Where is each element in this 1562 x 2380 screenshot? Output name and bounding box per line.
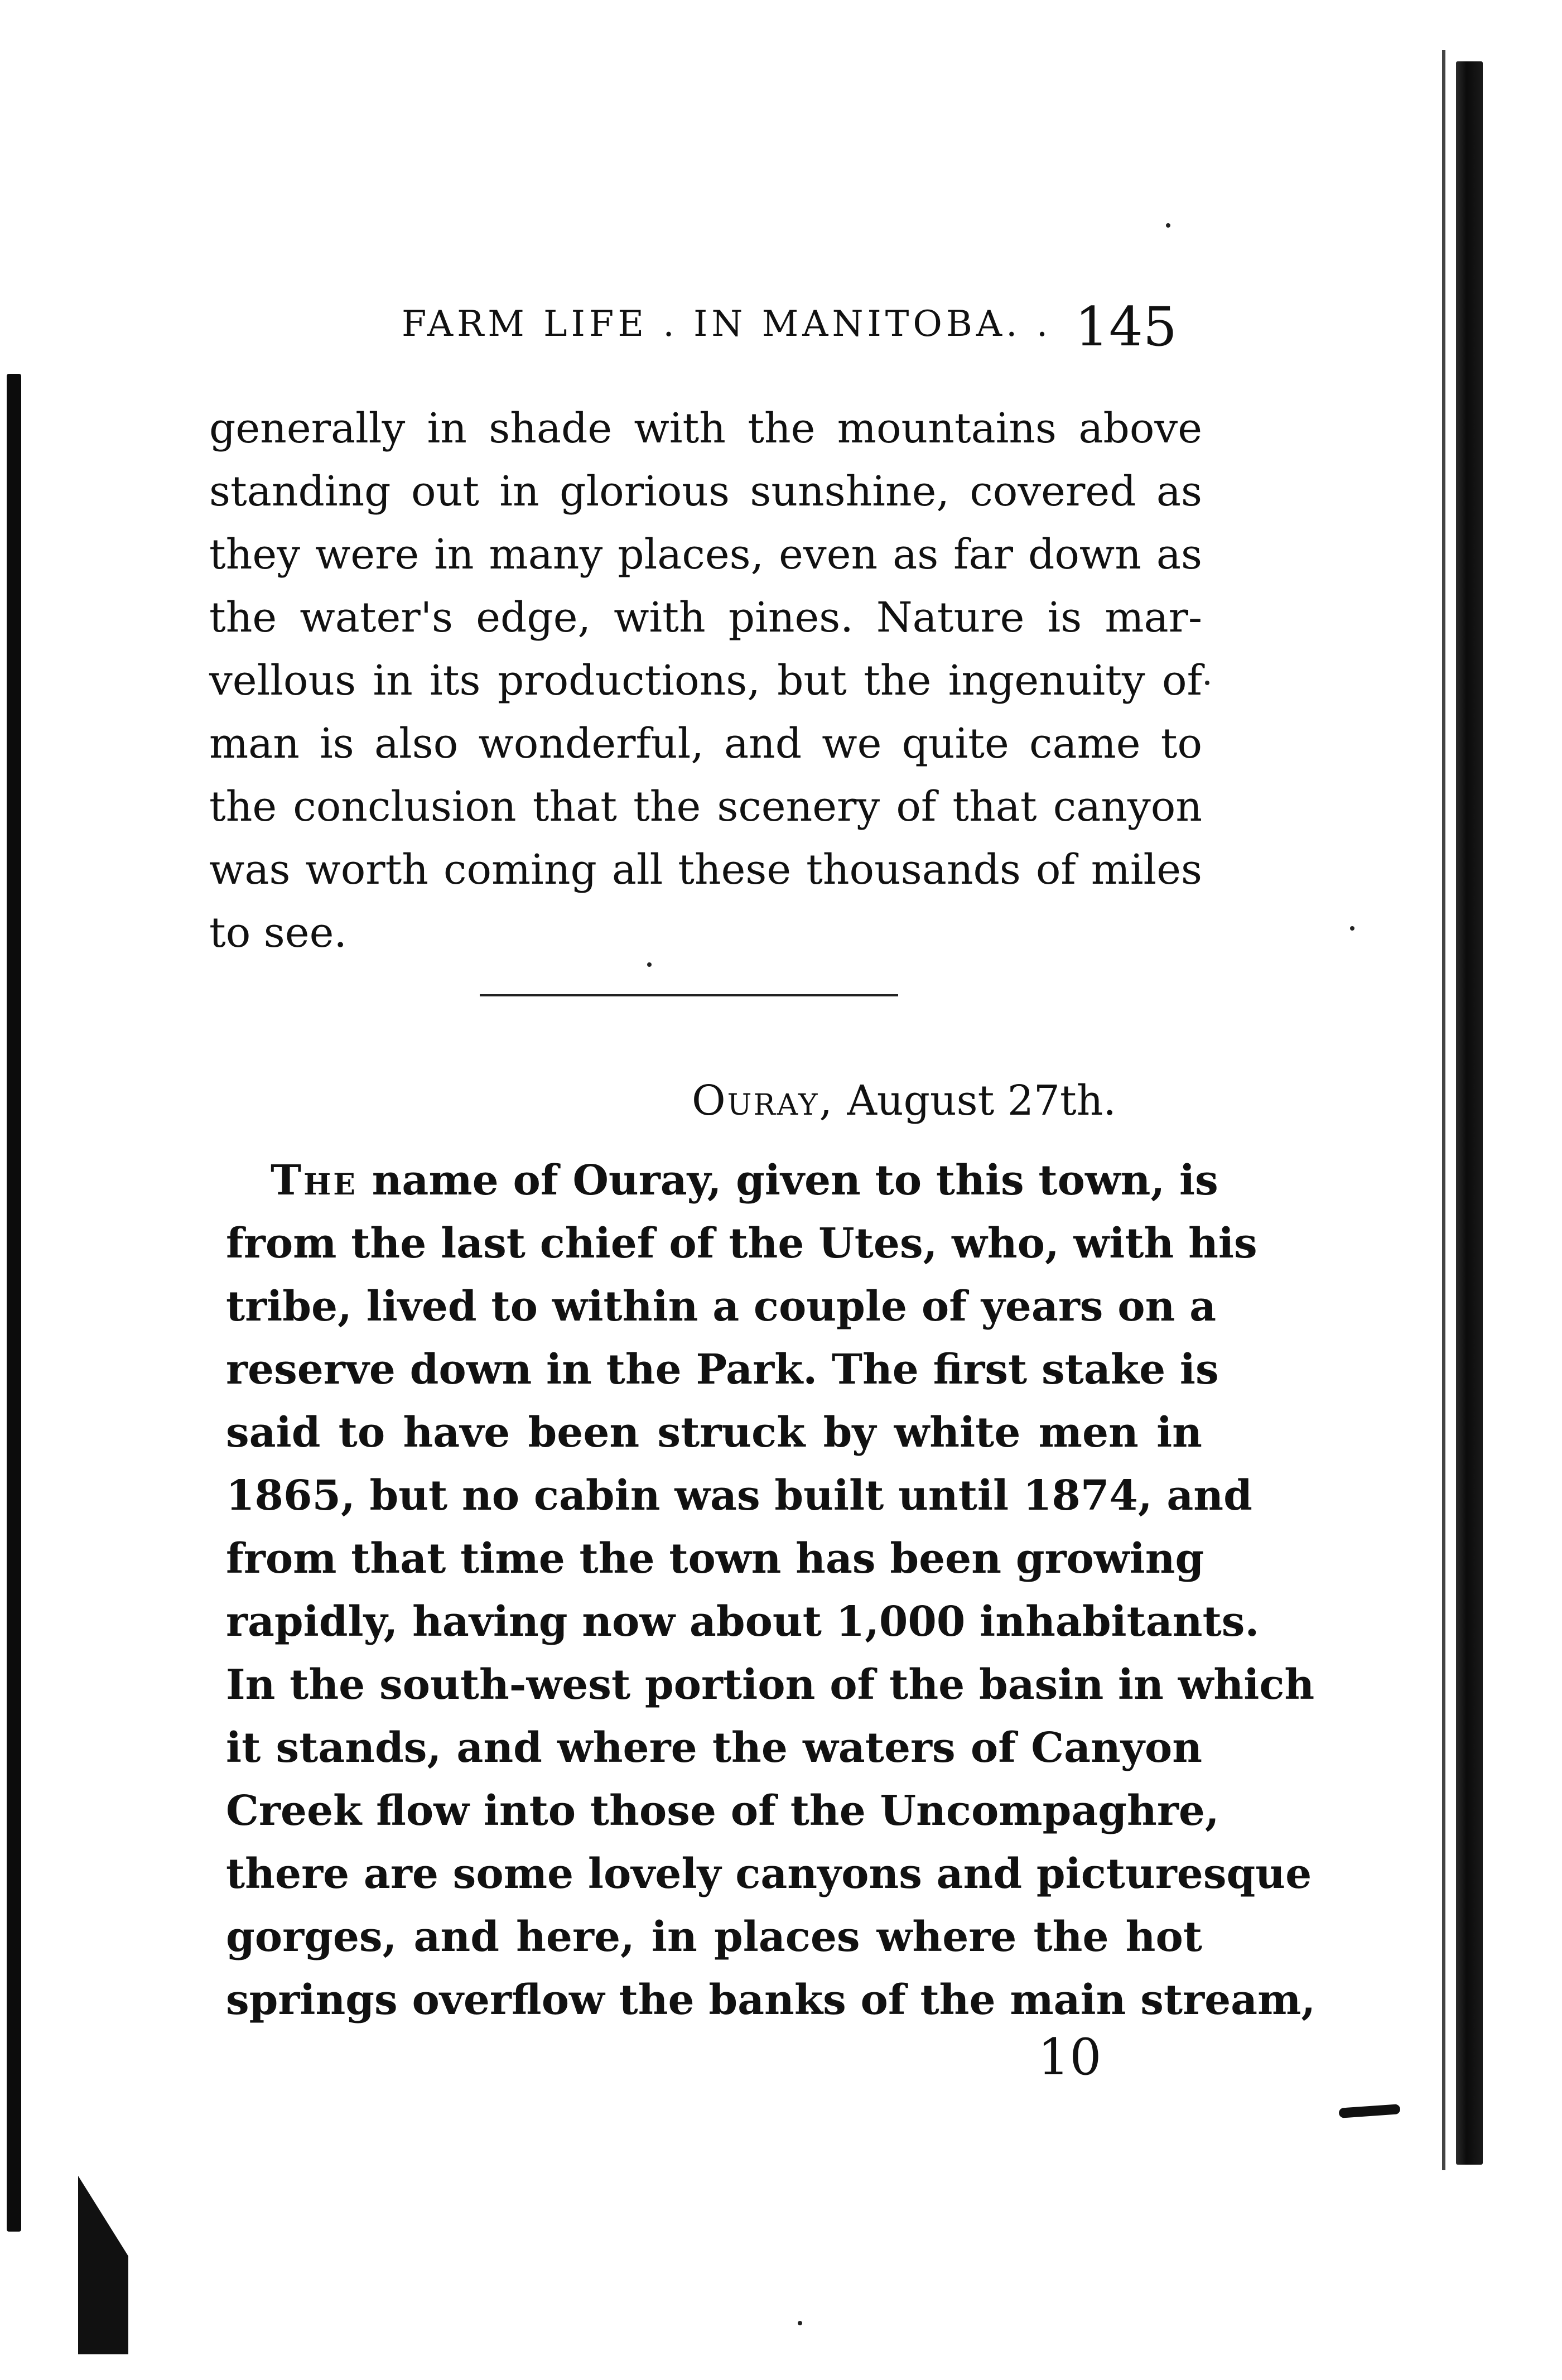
- page-number: 145: [1074, 296, 1177, 358]
- text-line: generally in shade with the mountains above: [209, 404, 1202, 452]
- first-line-rest: name of Ouray, given to this town, is: [372, 1157, 1218, 1205]
- right-page-edge-shadow: [1456, 61, 1483, 2165]
- text-line: there are some lovely canyons and picturesque: [226, 1850, 1312, 1898]
- text-line: was worth coming all these thousands of miles: [209, 846, 1202, 894]
- text-line: springs overflow the banks of the main stream,: [226, 1976, 1316, 2024]
- text-line: tribe, lived to within a couple of years on a: [226, 1283, 1217, 1331]
- text-line: 1865, but no cabin was built until 1874, and: [226, 1472, 1252, 1520]
- text-line: the water's edge, with pines. Nature is mar-: [209, 594, 1202, 642]
- text-line: man is also wonderful, and we quite came to: [209, 720, 1202, 768]
- speck: [1350, 926, 1354, 931]
- right-page-edge-line: [1442, 50, 1445, 2170]
- text-line: the conclusion that the scenery of that canyon: [209, 783, 1202, 831]
- text-line: gorges, and here, in places where the hot: [226, 1913, 1202, 1961]
- text-line: In the south-west portion of the basin in which: [226, 1661, 1315, 1709]
- running-head: [218, 296, 1177, 358]
- text-line-first: [226, 1149, 1218, 1212]
- ink-smudge: [1339, 2104, 1401, 2118]
- text-line: from that time the town has been growing: [226, 1535, 1204, 1583]
- signature-mark: 10: [1038, 2028, 1102, 2087]
- text-line: standing out in glorious sunshine, covered as: [209, 468, 1202, 515]
- text-line: from the last chief of the Utes, who, with his: [226, 1220, 1257, 1268]
- speck: [798, 2321, 802, 2325]
- text-line: they were in many places, even as far down as: [209, 531, 1202, 579]
- speck: [1205, 681, 1209, 685]
- text-line: said to have been struck by white men in: [226, 1409, 1202, 1457]
- text-line: it stands, and where the waters of Canyon: [226, 1724, 1202, 1772]
- text-line: reserve down in the Park. The first stake is: [226, 1346, 1219, 1394]
- text-line: Creek flow into those of the Uncompaghre,: [226, 1787, 1219, 1835]
- dateline-place: Ouray,: [692, 1077, 834, 1125]
- paragraph-ouray: [226, 1149, 1316, 2032]
- left-page-edge-shadow: [7, 374, 21, 2232]
- paragraph-continued: [209, 397, 1202, 965]
- left-page-edge-flare: [78, 2176, 128, 2354]
- dateline-date: August 27th.: [847, 1077, 1116, 1125]
- text-line: vellous in its productions, but the ingenuity of: [209, 657, 1202, 705]
- text-line: to see.: [209, 909, 347, 957]
- running-title: FARM LIFE . IN MANITOBA. .: [402, 303, 1052, 345]
- speck: [1166, 223, 1170, 228]
- dateline: [692, 1077, 1116, 1125]
- section-divider-rule: [480, 994, 898, 996]
- opening-word: The: [271, 1157, 358, 1205]
- text-line: rapidly, having now about 1,000 inhabitants.: [226, 1598, 1260, 1646]
